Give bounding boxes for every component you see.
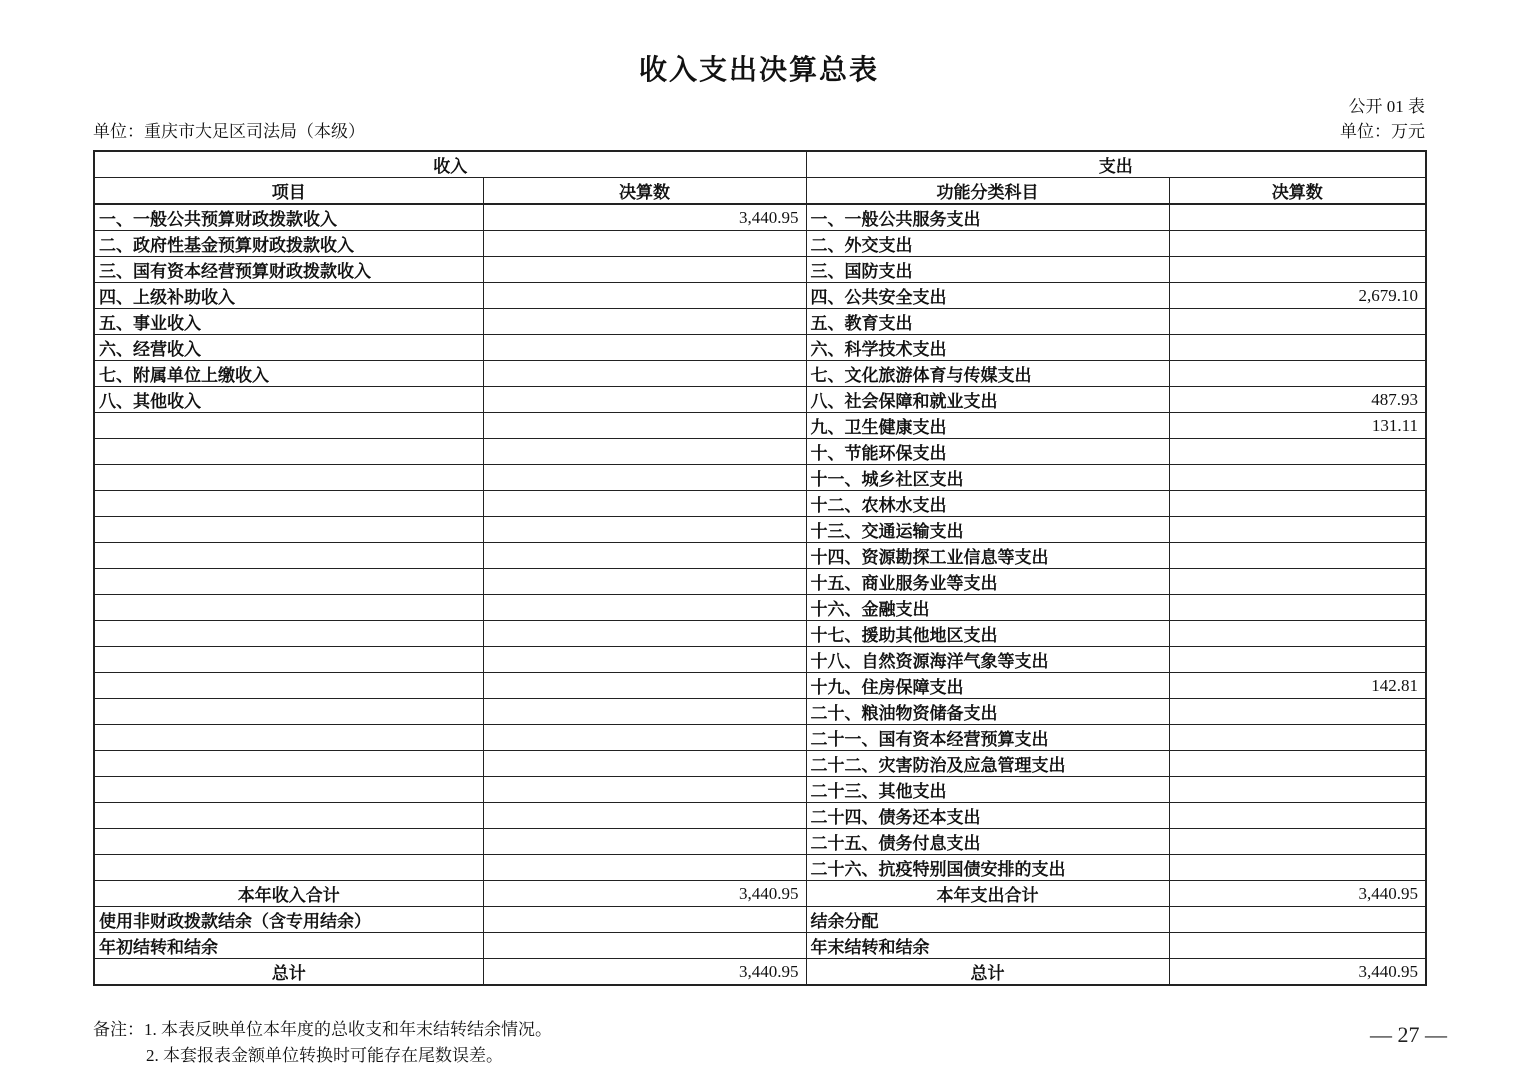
table-row [94,465,1426,491]
income-amount-cell [483,231,806,257]
table-body [94,204,1426,985]
expense-item-cell: 十一、城乡社区支出 [806,465,1169,491]
income-amount-cell [483,699,806,725]
table-row [94,699,1426,725]
income-item-cell: 八、其他收入 [94,387,483,413]
income-amount-cell [483,387,806,413]
income-item-cell [94,621,483,647]
income-amount-cell [483,413,806,439]
income-item-cell [94,829,483,855]
table-code: 公开 01 表 [1348,97,1425,116]
expense-item-cell: 二十、粮油物资储备支出 [806,699,1169,725]
income-item-header: 项目 [94,178,483,205]
income-amount-cell [483,725,806,751]
income-amount-cell [483,829,806,855]
expense-amount-cell [1169,647,1426,673]
expense-item-cell: 十八、自然资源海洋气象等支出 [806,647,1169,673]
expense-item-cell: 二十五、债务付息支出 [806,829,1169,855]
income-item-cell: 四、上级补助收入 [94,283,483,309]
unit-name: 单位：重庆市大足区司法局（本级） [93,122,365,141]
income-amount-cell [483,647,806,673]
table-row [94,517,1426,543]
income-amount-cell [483,933,806,959]
income-item-cell [94,777,483,803]
table-row [94,257,1426,283]
table-row [94,647,1426,673]
income-amount-cell [483,543,806,569]
expense-amount-cell [1169,491,1426,517]
expense-item-cell: 四、公共安全支出 [806,283,1169,309]
income-item-cell [94,439,483,465]
expense-amount-cell [1169,257,1426,283]
expense-item-cell: 三、国防支出 [806,257,1169,283]
income-amount-cell: 3,440.95 [483,959,806,986]
income-section-header: 收入 [94,151,806,178]
table-row [94,725,1426,751]
expense-item-cell: 二十三、其他支出 [806,777,1169,803]
note-line-2 [93,1043,1425,1069]
expense-amount-cell: 3,440.95 [1169,959,1426,986]
expense-amount-cell [1169,517,1426,543]
income-amount-cell [483,439,806,465]
table-row [94,855,1426,881]
income-amount-cell: 3,440.95 [483,881,806,907]
income-item-cell [94,465,483,491]
income-amount-cell [483,855,806,881]
table-row [94,621,1426,647]
income-amount-cell [483,465,806,491]
expense-item-cell: 五、教育支出 [806,309,1169,335]
income-amount-cell [483,777,806,803]
table-row [94,543,1426,569]
table-row [94,439,1426,465]
income-item-cell [94,491,483,517]
income-item-cell [94,751,483,777]
expense-item-cell: 二、外交支出 [806,231,1169,257]
expense-amount-cell [1169,309,1426,335]
expense-item-cell: 十、节能环保支出 [806,439,1169,465]
expense-amount-cell [1169,569,1426,595]
expense-amount-cell [1169,204,1426,231]
income-item-cell: 二、政府性基金预算财政拨款收入 [94,231,483,257]
expense-amount-cell: 2,679.10 [1169,283,1426,309]
table-row [94,231,1426,257]
expense-item-cell: 九、卫生健康支出 [806,413,1169,439]
income-item-cell: 六、经营收入 [94,335,483,361]
summary-row [94,907,1426,933]
income-amount-cell [483,309,806,335]
income-amount-cell [483,569,806,595]
page-title: 收入支出决算总表 [638,55,879,86]
notes-label: 备注： [93,1020,144,1039]
expense-item-cell: 一、一般公共服务支出 [806,204,1169,231]
income-item-cell: 使用非财政拨款结余（含专用结余） [94,907,483,933]
summary-row [94,881,1426,907]
income-item-cell: 总计 [94,959,483,986]
expense-item-cell: 十二、农林水支出 [806,491,1169,517]
table-row [94,387,1426,413]
expense-amount-cell [1169,829,1426,855]
expense-item-cell: 七、文化旅游体育与传媒支出 [806,361,1169,387]
income-amount-cell [483,257,806,283]
expense-amount-cell [1169,231,1426,257]
income-item-cell: 五、事业收入 [94,309,483,335]
table-row [94,777,1426,803]
expense-section-header: 支出 [806,151,1426,178]
table-row [94,829,1426,855]
column-header-row [94,178,1426,205]
income-item-cell [94,569,483,595]
budget-summary-table [93,150,1427,986]
expense-item-cell: 本年支出合计 [806,881,1169,907]
expense-item-cell: 年末结转和结余 [806,933,1169,959]
expense-item-cell: 结余分配 [806,907,1169,933]
income-item-cell [94,855,483,881]
income-amount-cell [483,907,806,933]
summary-row [94,959,1426,986]
expense-item-cell: 二十一、国有资本经营预算支出 [806,725,1169,751]
income-item-cell [94,699,483,725]
expense-item-cell: 十九、住房保障支出 [806,673,1169,699]
expense-amount-cell [1169,465,1426,491]
income-amount-cell [483,751,806,777]
income-item-cell: 三、国有资本经营预算财政拨款收入 [94,257,483,283]
income-amount-cell [483,335,806,361]
currency-unit: 单位：万元 [1340,122,1425,141]
income-amount-cell [483,803,806,829]
expense-amount-cell [1169,777,1426,803]
expense-amount-cell [1169,621,1426,647]
table-row [94,283,1426,309]
expense-item-cell: 二十六、抗疫特别国债安排的支出 [806,855,1169,881]
expense-item-cell: 六、科学技术支出 [806,335,1169,361]
summary-row [94,933,1426,959]
expense-item-cell: 十六、金融支出 [806,595,1169,621]
expense-amount-cell [1169,595,1426,621]
table-row [94,413,1426,439]
expense-item-cell: 二十四、债务还本支出 [806,803,1169,829]
table-row [94,595,1426,621]
expense-amount-cell [1169,855,1426,881]
table-row [94,569,1426,595]
expense-item-header: 功能分类科目 [806,178,1169,205]
income-item-cell [94,595,483,621]
expense-amount-cell [1169,335,1426,361]
expense-amount-cell [1169,699,1426,725]
income-amount-cell [483,595,806,621]
note-text-1: 1. 本表反映单位本年度的总收支和年末结转结余情况。 [144,1020,552,1039]
expense-amount-cell: 131.11 [1169,413,1426,439]
expense-amount-cell [1169,439,1426,465]
income-amount-cell [483,621,806,647]
income-item-cell: 年初结转和结余 [94,933,483,959]
expense-amount-cell [1169,751,1426,777]
income-item-cell [94,517,483,543]
income-item-cell: 一、一般公共预算财政拨款收入 [94,204,483,231]
table-row [94,803,1426,829]
expense-item-cell: 十五、商业服务业等支出 [806,569,1169,595]
table-row [94,309,1426,335]
income-amount-cell [483,673,806,699]
expense-amount-header: 决算数 [1169,178,1426,205]
expense-item-cell: 总计 [806,959,1169,986]
income-item-cell [94,413,483,439]
table-row [94,751,1426,777]
table-row [94,673,1426,699]
income-item-cell [94,673,483,699]
income-item-cell [94,725,483,751]
table-row [94,335,1426,361]
expense-item-cell: 十三、交通运输支出 [806,517,1169,543]
income-amount-cell [483,491,806,517]
notes [93,1017,1425,1069]
expense-amount-cell: 142.81 [1169,673,1426,699]
section-header-row [94,151,1426,178]
income-item-cell: 七、附属单位上缴收入 [94,361,483,387]
expense-amount-cell [1169,725,1426,751]
table-row [94,204,1426,231]
income-item-cell [94,647,483,673]
income-amount-cell [483,517,806,543]
table-row [94,361,1426,387]
expense-item-cell: 八、社会保障和就业支出 [806,387,1169,413]
expense-amount-cell [1169,933,1426,959]
income-amount-header: 决算数 [483,178,806,205]
income-item-cell: 本年收入合计 [94,881,483,907]
expense-amount-cell: 3,440.95 [1169,881,1426,907]
expense-amount-cell [1169,803,1426,829]
expense-amount-cell: 487.93 [1169,387,1426,413]
income-amount-cell [483,361,806,387]
income-amount-cell: 3,440.95 [483,204,806,231]
income-item-cell [94,803,483,829]
note-text-2: 2. 本套报表金额单位转换时可能存在尾数误差。 [146,1046,503,1065]
expense-item-cell: 十四、资源勘探工业信息等支出 [806,543,1169,569]
page-number: — 27 — [1370,1022,1447,1047]
table-row [94,491,1426,517]
expense-amount-cell [1169,543,1426,569]
income-item-cell [94,543,483,569]
note-line-1 [93,1017,1425,1043]
expense-item-cell: 二十二、灾害防治及应急管理支出 [806,751,1169,777]
expense-amount-cell [1169,907,1426,933]
expense-item-cell: 十七、援助其他地区支出 [806,621,1169,647]
income-amount-cell [483,283,806,309]
document-content [93,0,1425,1069]
expense-amount-cell [1169,361,1426,387]
meta-row [93,122,1425,141]
